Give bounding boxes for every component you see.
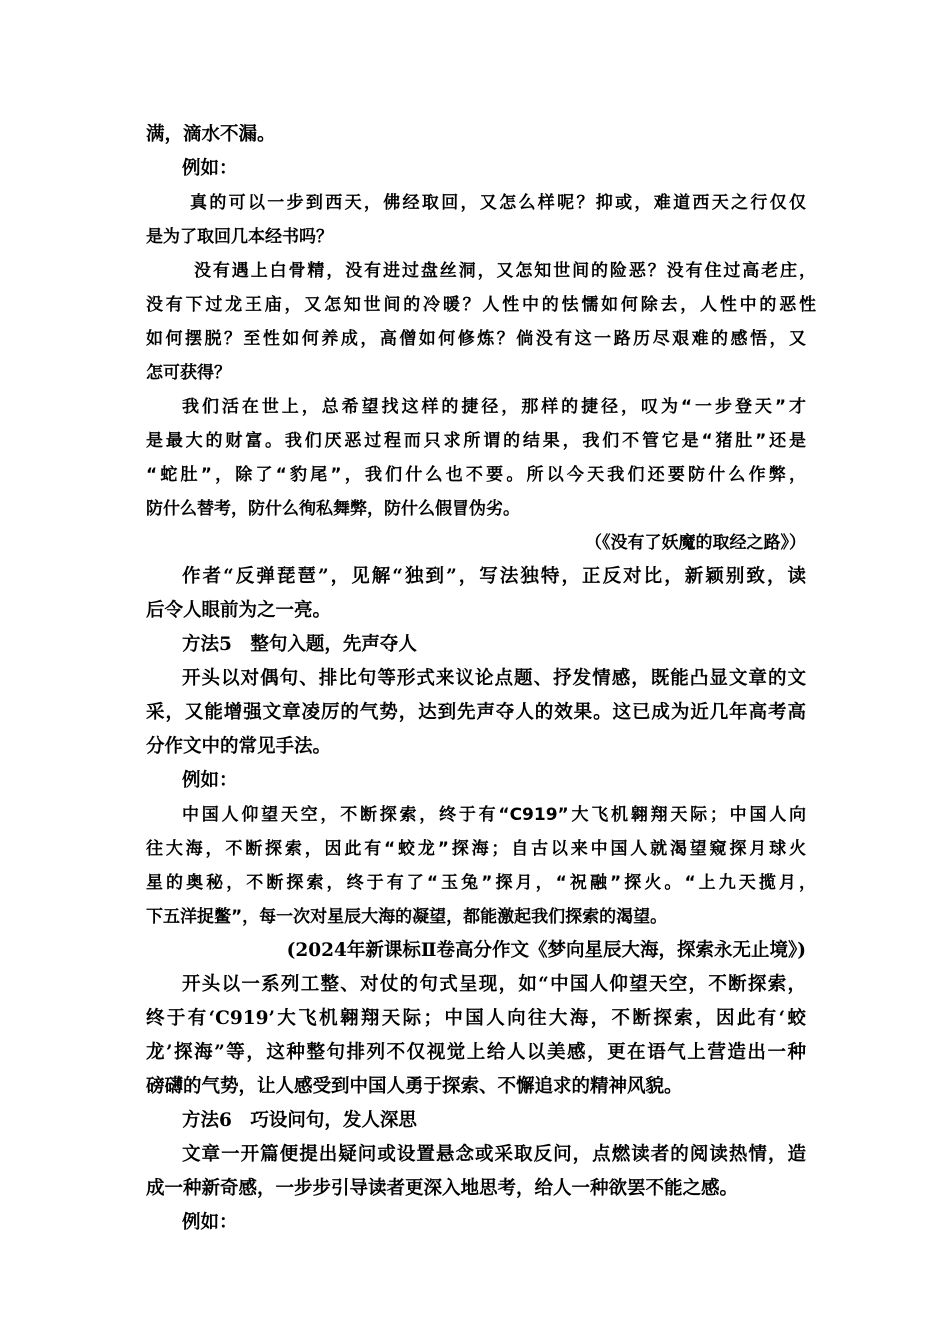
example-line: 如何摆脱？至性如何养成，高僧如何修炼？倘没有这一路历尽艰难的感悟，又 xyxy=(146,329,806,349)
example-line: 防什么替考，防什么徇私舞弊，防什么假冒伪劣。 xyxy=(146,499,520,519)
text-line: 磅礴的气势，让人感受到中国人勇于探索、不懈追求的精神风貌。 xyxy=(146,1076,683,1097)
text-line: 文章一开篇便提出疑问或设置悬念或采取反问，点燃读者的阅读热情，造 xyxy=(182,1144,806,1165)
example-line: 是最大的财富。我们厌恶过程而只求所谓的结果，我们不管它是“猪肚”还是 xyxy=(146,431,806,451)
text-line: 作者“反弹琵琶”，见解“独到”，写法独特，正反对比，新颖别致，读 xyxy=(182,566,806,587)
example-line: 我们活在世上，总希望找这样的捷径，那样的捷径，叹为“一步登天”才 xyxy=(182,397,806,417)
example-line: “蛇肚”，除了“豹尾”，我们什么也不要。所以今天我们还要防什么作弊， xyxy=(146,465,806,485)
text-line: 开头以一系列工整、对仗的句式呈现，如“中国人仰望天空，不断探索， xyxy=(182,974,806,995)
text-line: 终于有‘C919’大飞机翱翔天际；中国人向往大海，不断探索，因此有‘蛟 xyxy=(146,1008,806,1029)
example-line: 没有下过龙王庙，又怎知世间的冷暖？人性中的怯懦如何除去，人性中的恶性 xyxy=(146,295,816,315)
text-line: 满，滴水不漏。 xyxy=(146,124,276,145)
method-heading: 方法5 整句入题，先声夺人 xyxy=(182,634,417,655)
example-line: 真的可以一步到西天，佛经取回，又怎么样呢？抑或，难道西天之行仅仅 xyxy=(190,193,806,213)
text-line: 分作文中的常见手法。 xyxy=(146,736,332,757)
example-line: 往大海，不断探索，因此有“蛟龙”探海；自古以来中国人就渴望窥探月球火 xyxy=(146,839,806,859)
example-line: 星的奥秘，不断探索，终于有了“玉兔”探月，“祝融”探火。“上九天揽月， xyxy=(146,873,816,893)
text-line: 采，又能增强文章凌厉的气势，达到先声夺人的效果。这已成为近几年高考高 xyxy=(146,702,806,723)
example-line: 是为了取回几本经书吗？ xyxy=(146,227,333,247)
text-line: 后令人眼前为之一亮。 xyxy=(146,600,332,621)
text-line: 成一种新奇感，一步步引导读者更深入地思考，给人一种欲罢不能之感。 xyxy=(146,1178,739,1199)
example-label: 例如： xyxy=(182,158,238,179)
example-line: 怎可获得？ xyxy=(146,363,231,383)
text-line: 龙’探海”等，这种整句排列不仅视觉上给人以美感，更在语气上营造出一种 xyxy=(146,1042,806,1063)
example-line: 中国人仰望天空，不断探索，终于有“C919”大飞机翱翔天际；中国人向 xyxy=(182,805,806,825)
example-line: 没有遇上白骨精，没有进过盘丝洞，又怎知世间的险恶？没有住过高老庄， xyxy=(194,261,816,281)
source-citation: （《没有了妖魔的取经之路》） xyxy=(585,533,806,553)
text-line: 开头以对偶句、排比句等形式来议论点题、抒发情感，既能凸显文章的文 xyxy=(182,668,806,689)
example-label: 例如： xyxy=(182,1212,238,1233)
source-citation: (2024年新课标Ⅱ卷高分作文《梦向星辰大海，探索永无止境》) xyxy=(286,940,806,961)
method-heading: 方法6 巧设问句，发人深思 xyxy=(182,1110,417,1131)
example-line: 下五洋捉鳖”，每一次对星辰大海的凝望，都能激起我们探索的渴望。 xyxy=(146,907,668,927)
example-label: 例如： xyxy=(182,770,238,791)
